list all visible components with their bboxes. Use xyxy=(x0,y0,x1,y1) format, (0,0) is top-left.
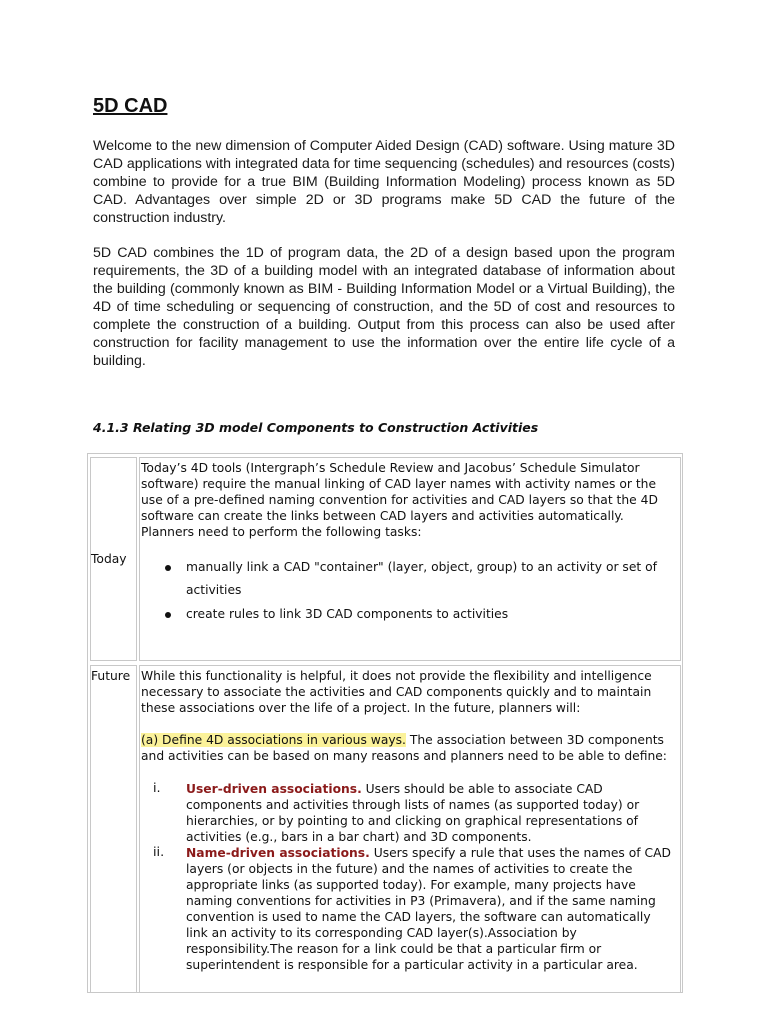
today-label: Today xyxy=(91,552,127,566)
list-item xyxy=(141,845,676,973)
association-text: Users specify a rule that uses the names of CAD layers (or objects in the future) and the names of activities to create the appropriate links (as supported today). For example, many projects have naming conventions for activities in P3 (Primavera), and if the same naming convention is used to name the CAD layers, the software can automatically link an activity to its corresponding CAD layer(s).Association by responsibility.The reason for a link could be that a particular firm or superintendent is responsible for a particular activity in a particular area. xyxy=(186,846,671,972)
future-content-cell xyxy=(139,665,681,992)
bullet-icon xyxy=(165,565,171,571)
today-intro-text: Today’s 4D tools (Intergraph’s Schedule Review and Jacobus’ Schedule Simulator software) require the manual linking of CAD layer names with activity names or the use of a pre-defined naming convention for activities and CAD layers so that the 4D software can create the links between CAD layers and activities automatically. Planners need to perform the following tasks: xyxy=(141,461,658,539)
highlighted-text: (a) Define 4D associations in various ways. xyxy=(141,733,406,747)
association-title: User-driven associations. xyxy=(186,782,362,796)
association-text: Users should be able to associate CAD components and activities through lists of names (as supported today) or hierarchies, or by pointing to and clicking on graphical representations of activities (e.g., bars in a bar chart) and 3D components. xyxy=(186,782,640,844)
association-title: Name-driven associations. xyxy=(186,846,370,860)
future-define-paragraph xyxy=(141,732,676,764)
future-label: Future xyxy=(91,669,131,683)
list-item xyxy=(141,603,676,626)
list-item xyxy=(141,556,676,602)
activities-table xyxy=(87,453,683,993)
future-label-cell xyxy=(90,665,137,992)
association-list xyxy=(141,781,676,973)
bullet-text: create rules to link 3D CAD components to activities xyxy=(186,607,509,621)
bullet-icon xyxy=(165,612,171,618)
today-task-list xyxy=(141,556,676,626)
page-title: 5D CAD xyxy=(93,95,168,117)
list-number: i. xyxy=(153,781,161,796)
bullet-text: manually link a CAD "container" (layer, object, group) to an activity or set of activities xyxy=(186,560,657,597)
today-content-cell xyxy=(139,457,681,661)
list-item xyxy=(141,781,676,845)
list-number: ii. xyxy=(153,845,165,860)
definition-paragraph: 5D CAD combines the 1D of program data, the 2D of a design based upon the program requirements, the 3D of a building model with an integrated database of information about the building (commonly known as BIM - Building Information Model or a Virtual Building), the 4D of time scheduling or sequencing of construction, and the 5D of cost and resources to complete the construction of a building. Output from this process can also be used after construction for facility management to use the information over the entire life cycle of a building. xyxy=(93,245,675,369)
define-text: The association between 3D components and activities can be based on many reasons and planners need to be able to define: xyxy=(141,733,667,763)
future-intro-text: While this functionality is helpful, it does not provide the flexibility and intelligence necessary to associate the activities and CAD components quickly and to maintain these associations over the life of a project. In the future, planners will: xyxy=(141,669,652,715)
today-label-cell xyxy=(90,457,137,661)
intro-paragraph: Welcome to the new dimension of Computer Aided Design (CAD) software. Using mature 3D CAD applications with integrated data for time sequencing (schedules) and resources (costs) combine to provide for a true BIM (Building Information Modeling) process known as 5D CAD. Advantages over simple 2D or 3D programs make 5D CAD the future of the construction industry. xyxy=(93,138,675,226)
section-heading: 4.1.3 Relating 3D model Components to Construction Activities xyxy=(93,420,539,435)
